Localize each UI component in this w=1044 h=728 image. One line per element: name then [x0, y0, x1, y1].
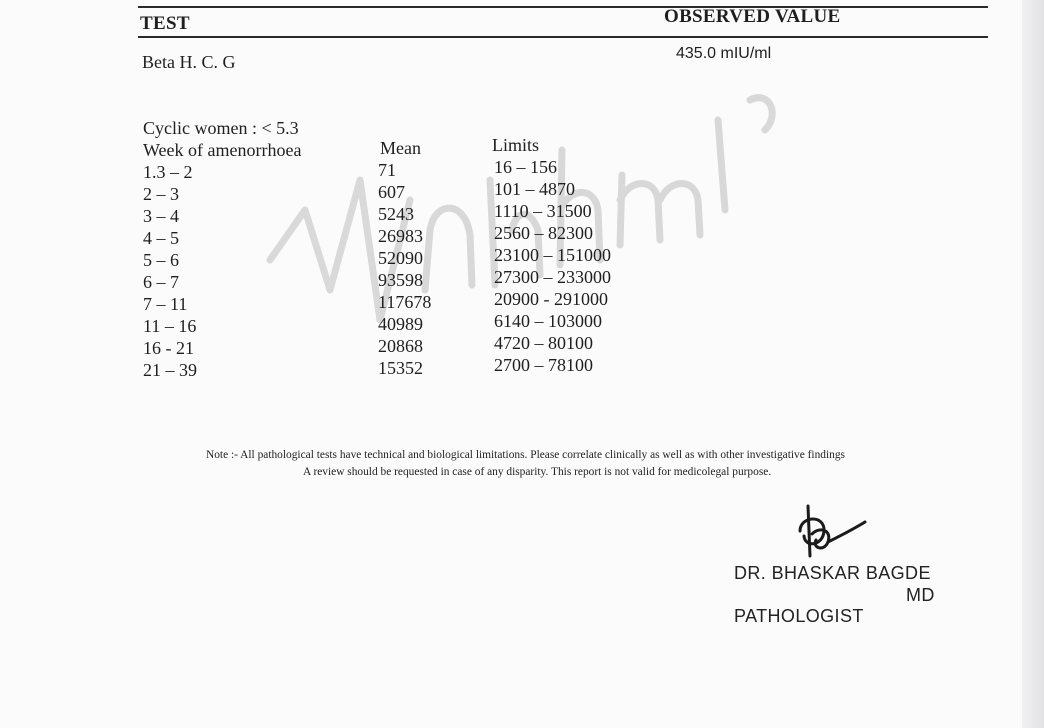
table-row-limits: 4720 – 80100: [494, 333, 593, 353]
table-row-mean: 117678: [378, 292, 432, 312]
observed-value-header: OBSERVED VALUE: [664, 6, 841, 27]
table-row-week: 2 – 3: [143, 184, 179, 204]
table-row-week: 1.3 – 2: [143, 162, 193, 182]
table-row-week: 5 – 6: [143, 250, 179, 270]
limits-column-header: Limits: [492, 135, 540, 155]
table-row-limits: 6140 – 103000: [494, 311, 602, 331]
test-column-header: TEST: [140, 13, 190, 34]
table-row-mean: 15352: [378, 358, 423, 378]
table-row-limits: 2700 – 78100: [494, 355, 593, 375]
disclaimer-note-line2: A review should be requested in case of any disparity. This report is not valid for medicolegal purpose.: [303, 466, 772, 478]
table-row-limits: 23100 – 151000: [494, 245, 611, 265]
mean-column-header: Mean: [380, 138, 421, 158]
table-row-week: 21 – 39: [143, 360, 197, 380]
handwritten-signature-icon: [790, 496, 880, 566]
table-row-limits: 101 – 4870: [494, 179, 575, 199]
header-rule: [138, 36, 988, 38]
page-edge-shadow: [1022, 0, 1044, 728]
table-row-mean: 71: [378, 160, 396, 180]
table-row-mean: 26983: [378, 226, 423, 246]
table-row-week: 16 - 21: [143, 338, 194, 358]
table-row-week: 7 – 11: [143, 294, 188, 314]
table-row-mean: 20868: [378, 336, 423, 356]
table-row-mean: 93598: [378, 270, 423, 290]
table-row-week: 11 – 16: [143, 316, 197, 336]
table-row-limits: 27300 – 233000: [494, 267, 611, 287]
table-row-limits: 2560 – 82300: [494, 223, 593, 243]
test-name: Beta H. C. G: [142, 52, 236, 72]
top-rule: [138, 6, 988, 8]
signatory-degree: MD: [906, 585, 935, 605]
signatory-title: PATHOLOGIST: [734, 606, 864, 626]
week-column-header: Week of amenorrhoea: [143, 140, 302, 160]
table-row-week: 6 – 7: [143, 272, 179, 292]
table-row-mean: 5243: [378, 204, 414, 224]
table-row-limits: 16 – 156: [494, 157, 557, 177]
cyclic-women-reference: Cyclic women : < 5.3: [143, 118, 299, 138]
table-row-mean: 607: [378, 182, 405, 202]
observed-value: 435.0 mIU/ml: [676, 45, 772, 62]
disclaimer-note-line1: Note :- All pathological tests have technical and biological limitations. Please correlate clinically as well as with other investigative findings: [206, 449, 845, 461]
signatory-name: DR. BHASKAR BAGDE: [734, 563, 931, 583]
table-row-limits: 20900 - 291000: [494, 289, 608, 309]
table-row-limits: 1110 – 31500: [494, 201, 592, 221]
table-row-week: 4 – 5: [143, 228, 179, 248]
table-row-week: 3 – 4: [143, 206, 179, 226]
table-row-mean: 52090: [378, 248, 423, 268]
table-row-mean: 40989: [378, 314, 423, 334]
